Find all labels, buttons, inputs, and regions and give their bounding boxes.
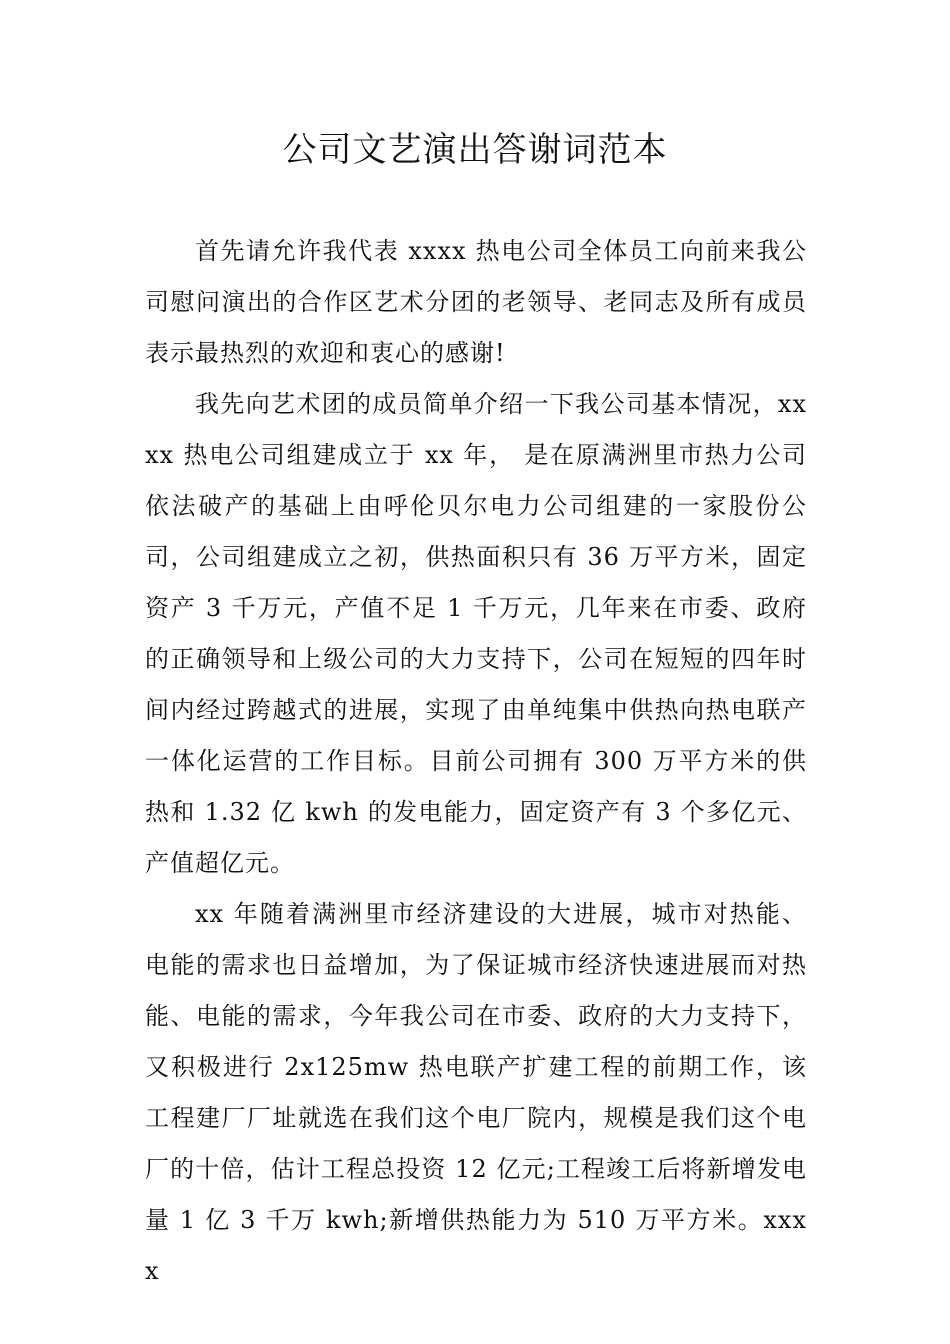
document-body: [145, 226, 807, 1297]
document-title: 公司文艺演出答谢词范本: [282, 130, 668, 170]
paragraph-2: 我先向艺术团的成员简单介绍一下我公司基本情况，xxxx 热电公司组建成立于 xx 年， 是在原满洲里市热力公司依法破产的基础上由呼伦贝尔电力公司组建的一家股份公司，公司组建成立之初，供热面积只有 36 万平方米，固定资产 3 千万元，产值不足 1 千万元，几年来在市委、政府的正确领导和上级公司的大力支持下，公司在短短的四年时间内经过跨越式的进展，实现了由单纯集中供热向热电联产一体化运营的工作目标。目前公司拥有 300 万平方米的供热和 1.32 亿 kwh 的发电能力，固定资产有 3 个多亿元、产值超亿元。: [145, 390, 807, 877]
paragraph-1: 首先请允许我代表 xxxx 热电公司全体员工向前来我公司慰问演出的合作区艺术分团的老领导、老同志及所有成员表示最热烈的欢迎和衷心的感谢!: [145, 237, 807, 367]
paragraph-3: xx 年随着满洲里市经济建设的大进展，城市对热能、电能的需求也日益增加，为了保证城市经济快速进展而对热能、电能的需求，今年我公司在市委、政府的大力支持下，又积极进行 2x125mw 热电联产扩建工程的前期工作，该工程建厂厂址就选在我们这个电厂院内，规模是我们这个电厂的十倍，估计工程总投资 12 亿元;工程竣工后将新增发电量 1 亿 3 千万 kwh;新增供热能力为 510 万平方米。xxxx: [145, 900, 807, 1285]
